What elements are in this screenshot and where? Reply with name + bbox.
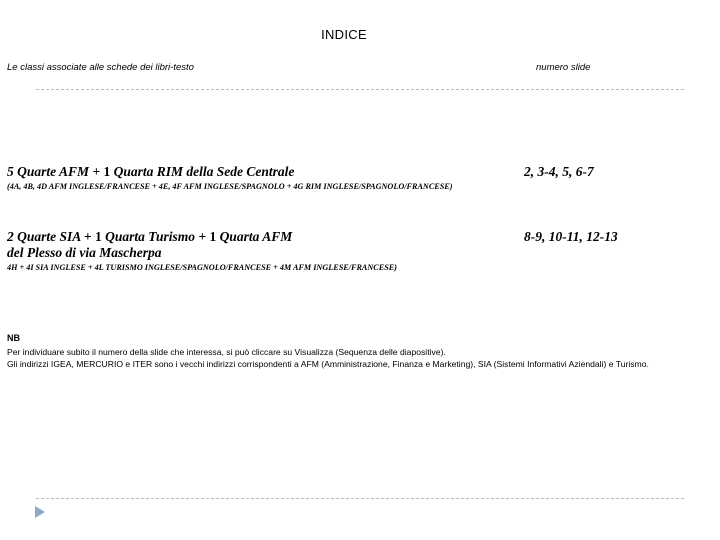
next-slide-arrow-icon[interactable] [34,505,46,524]
entry-title-2-part: Quarta Turismo + [101,229,210,244]
entry-title-2-part: 1 [94,229,102,244]
nb-line-2: Gli indirizzi IGEA, MERCURIO e ITER sono i vecchi indirizzi corrispondenti a AFM (Amministrazione, Finanza e Marketing), SIA (Sistemi Informativi Aziendali) e Turismo. [7,359,649,369]
entry-title-2-continuation: del Plesso di via Mascherpa [7,245,162,260]
column-header-classes: Le classi associate alle schede dei libri-testo [7,62,194,73]
entry-slides-2: 8-9, 10-11, 12-13 [524,229,618,244]
nb-label: NB [7,333,20,343]
bottom-divider [36,498,684,499]
entry-title-2-part: 2 [7,229,14,244]
entry-title-1 [7,164,294,180]
entry-title-2-part: Quarta AFM [216,229,293,244]
entry-title-2-part: 1 [209,229,217,244]
triangle-right-icon [34,505,46,519]
entry-title-2-part: Quarte SIA + [13,229,95,244]
entry-title-1-part: Quarta RIM della Sede Centrale [110,164,295,179]
entry-slides-1: 2, 3-4, 5, 6-7 [524,164,594,179]
entry-classes-1: (4A, 4B, 4D AFM INGLESE/FRANCESE + 4E, 4F AFM INGLESE/SPAGNOLO + 4G RIM INGLESE/SPAGNOLO/FRANCESE) [7,182,453,191]
nb-line-1: Per individuare subito il numero della slide che interessa, si può cliccare su Visualizza (Sequenza delle diapositive). [7,347,446,357]
entry-title-1-part: 5 [7,164,14,179]
top-divider [36,89,684,90]
entry-classes-2: 4H + 4I SIA INGLESE + 4L TURISMO INGLESE/SPAGNOLO/FRANCESE + 4M AFM INGLESE/FRANCESE) [7,263,397,272]
entry-title-2 [7,229,292,245]
page-title: INDICE [321,27,367,42]
entry-title-1-part: 1 [103,164,111,179]
column-header-slide-number: numero slide [536,62,591,73]
entry-title-1-part: Quarte AFM + [13,164,104,179]
nb-text [7,346,685,370]
